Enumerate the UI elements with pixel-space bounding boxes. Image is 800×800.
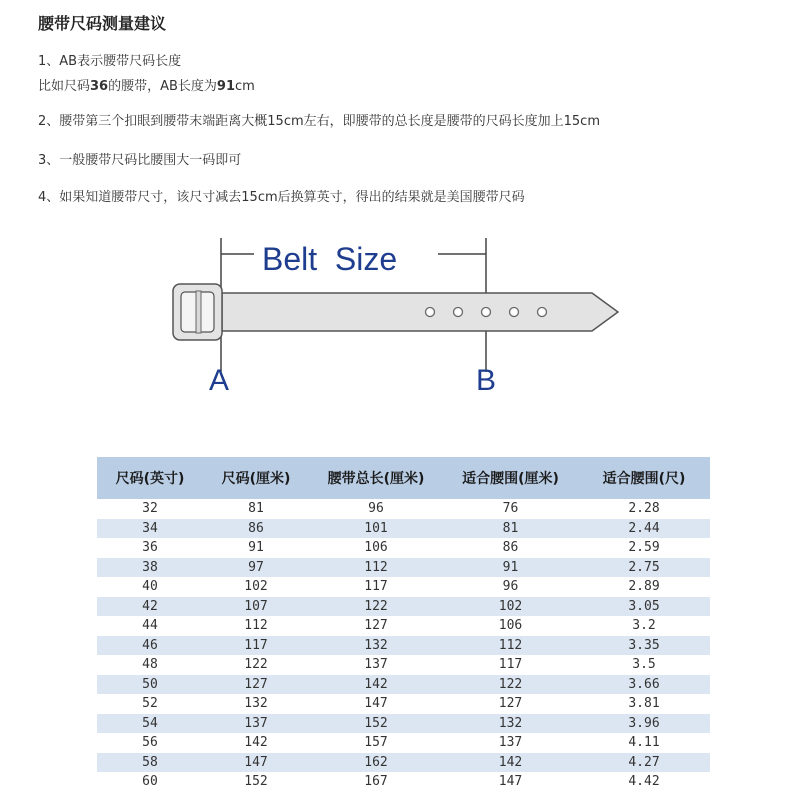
table-row <box>97 558 710 578</box>
table-cell: 122 <box>309 597 443 617</box>
table-cell: 3.96 <box>578 714 710 734</box>
belt-size-label: Belt Size <box>262 241 398 277</box>
table-cell: 34 <box>97 519 203 539</box>
belt-hole-5 <box>538 308 547 317</box>
table-cell: 132 <box>203 694 309 714</box>
table-cell: 38 <box>97 558 203 578</box>
table-cell: 56 <box>97 733 203 753</box>
header-size-cm: 尺码(厘米) <box>203 457 309 499</box>
table-cell: 2.28 <box>578 499 710 519</box>
table-cell: 91 <box>203 538 309 558</box>
table-header-row <box>97 457 710 499</box>
note-1-example-mid: 的腰带，AB长度为 <box>108 79 217 94</box>
note-3: 3、一般腰带尺码比腰围大一码即可 <box>38 153 242 168</box>
table-cell: 102 <box>203 577 309 597</box>
table-cell: 157 <box>309 733 443 753</box>
table-row <box>97 616 710 636</box>
table-cell: 152 <box>309 714 443 734</box>
table-cell: 2.75 <box>578 558 710 578</box>
table-cell: 96 <box>443 577 578 597</box>
page-title: 腰带尺码测量建议 <box>38 14 167 33</box>
table-cell: 40 <box>97 577 203 597</box>
table-row <box>97 694 710 714</box>
table-cell: 86 <box>443 538 578 558</box>
table-row <box>97 714 710 734</box>
point-a-label: A <box>209 364 230 397</box>
table-cell: 54 <box>97 714 203 734</box>
table-cell: 127 <box>309 616 443 636</box>
table-cell: 117 <box>203 636 309 656</box>
table-cell: 122 <box>203 655 309 675</box>
table-cell: 4.42 <box>578 772 710 792</box>
belt-hole-2 <box>454 308 463 317</box>
note-1-example-length: 91 <box>216 79 236 94</box>
note-1-example-prefix: 比如尺码 <box>38 79 91 94</box>
table-cell: 86 <box>203 519 309 539</box>
table-cell: 102 <box>443 597 578 617</box>
note-4: 4、如果知道腰带尺寸，该尺寸减去15cm后换算英寸，得出的结果就是美国腰带尺码 <box>38 190 525 205</box>
table-row <box>97 753 710 773</box>
table-cell: 42 <box>97 597 203 617</box>
table-cell: 3.05 <box>578 597 710 617</box>
table-cell: 147 <box>309 694 443 714</box>
table-cell: 112 <box>443 636 578 656</box>
table-cell: 2.44 <box>578 519 710 539</box>
table-cell: 91 <box>443 558 578 578</box>
table-row <box>97 636 710 656</box>
table-cell: 3.5 <box>578 655 710 675</box>
table-cell: 137 <box>203 714 309 734</box>
table-cell: 48 <box>97 655 203 675</box>
table-cell: 32 <box>97 499 203 519</box>
table-cell: 4.11 <box>578 733 710 753</box>
header-size-inch: 尺码(英寸) <box>97 457 203 499</box>
table-cell: 50 <box>97 675 203 695</box>
table-cell: 147 <box>203 753 309 773</box>
table-cell: 112 <box>309 558 443 578</box>
table-cell: 97 <box>203 558 309 578</box>
table-row <box>97 675 710 695</box>
table-cell: 112 <box>203 616 309 636</box>
table-cell: 101 <box>309 519 443 539</box>
table-cell: 132 <box>309 636 443 656</box>
table-row <box>97 655 710 675</box>
table-row <box>97 733 710 753</box>
belt-hole-1 <box>426 308 435 317</box>
belt-diagram <box>40 222 710 412</box>
table-cell: 137 <box>443 733 578 753</box>
table-cell: 2.89 <box>578 577 710 597</box>
table-cell: 142 <box>203 733 309 753</box>
table-cell: 152 <box>203 772 309 792</box>
header-waist-cm: 适合腰围(厘米) <box>443 457 578 499</box>
table-cell: 106 <box>309 538 443 558</box>
table-cell: 127 <box>443 694 578 714</box>
belt-diagram-svg <box>40 222 710 412</box>
table-cell: 142 <box>309 675 443 695</box>
table-body <box>97 499 710 792</box>
table-cell: 46 <box>97 636 203 656</box>
table-cell: 142 <box>443 753 578 773</box>
header-total-length: 腰带总长(厘米) <box>309 457 443 499</box>
table-cell: 3.35 <box>578 636 710 656</box>
table-row <box>97 577 710 597</box>
table-cell: 76 <box>443 499 578 519</box>
table-row <box>97 499 710 519</box>
table-cell: 132 <box>443 714 578 734</box>
point-b-label: B <box>476 364 497 397</box>
table-cell: 107 <box>203 597 309 617</box>
table-cell: 3.81 <box>578 694 710 714</box>
table-cell: 3.2 <box>578 616 710 636</box>
note-1-example-unit: cm <box>235 79 255 94</box>
table-cell: 127 <box>203 675 309 695</box>
table-cell: 96 <box>309 499 443 519</box>
table-cell: 36 <box>97 538 203 558</box>
note-1-example-size: 36 <box>90 79 109 94</box>
note-2: 2、腰带第三个扣眼到腰带末端距离大概15cm左右，即腰带的总长度是腰带的尺码长度加上15cm <box>38 114 600 129</box>
header-waist-chi: 适合腰围(尺) <box>578 457 710 499</box>
table-cell: 52 <box>97 694 203 714</box>
table-cell: 147 <box>443 772 578 792</box>
note-1: 1、AB表示腰带尺码长度 <box>38 54 182 69</box>
table-cell: 81 <box>203 499 309 519</box>
table-cell: 4.27 <box>578 753 710 773</box>
table-cell: 81 <box>443 519 578 539</box>
table-cell: 3.66 <box>578 675 710 695</box>
table-cell: 60 <box>97 772 203 792</box>
size-chart-table <box>97 457 710 792</box>
note-1-example <box>38 75 255 94</box>
table-row <box>97 772 710 792</box>
buckle-prong <box>196 291 201 333</box>
table-cell: 2.59 <box>578 538 710 558</box>
table-cell: 58 <box>97 753 203 773</box>
table-cell: 137 <box>309 655 443 675</box>
table-row <box>97 519 710 539</box>
belt-hole-4 <box>510 308 519 317</box>
belt-strap <box>222 293 618 331</box>
table-row <box>97 597 710 617</box>
table-cell: 117 <box>443 655 578 675</box>
table-cell: 122 <box>443 675 578 695</box>
table-cell: 44 <box>97 616 203 636</box>
table-cell: 167 <box>309 772 443 792</box>
table-cell: 117 <box>309 577 443 597</box>
table-cell: 106 <box>443 616 578 636</box>
belt-hole-3 <box>482 308 491 317</box>
table-row <box>97 538 710 558</box>
table-cell: 162 <box>309 753 443 773</box>
